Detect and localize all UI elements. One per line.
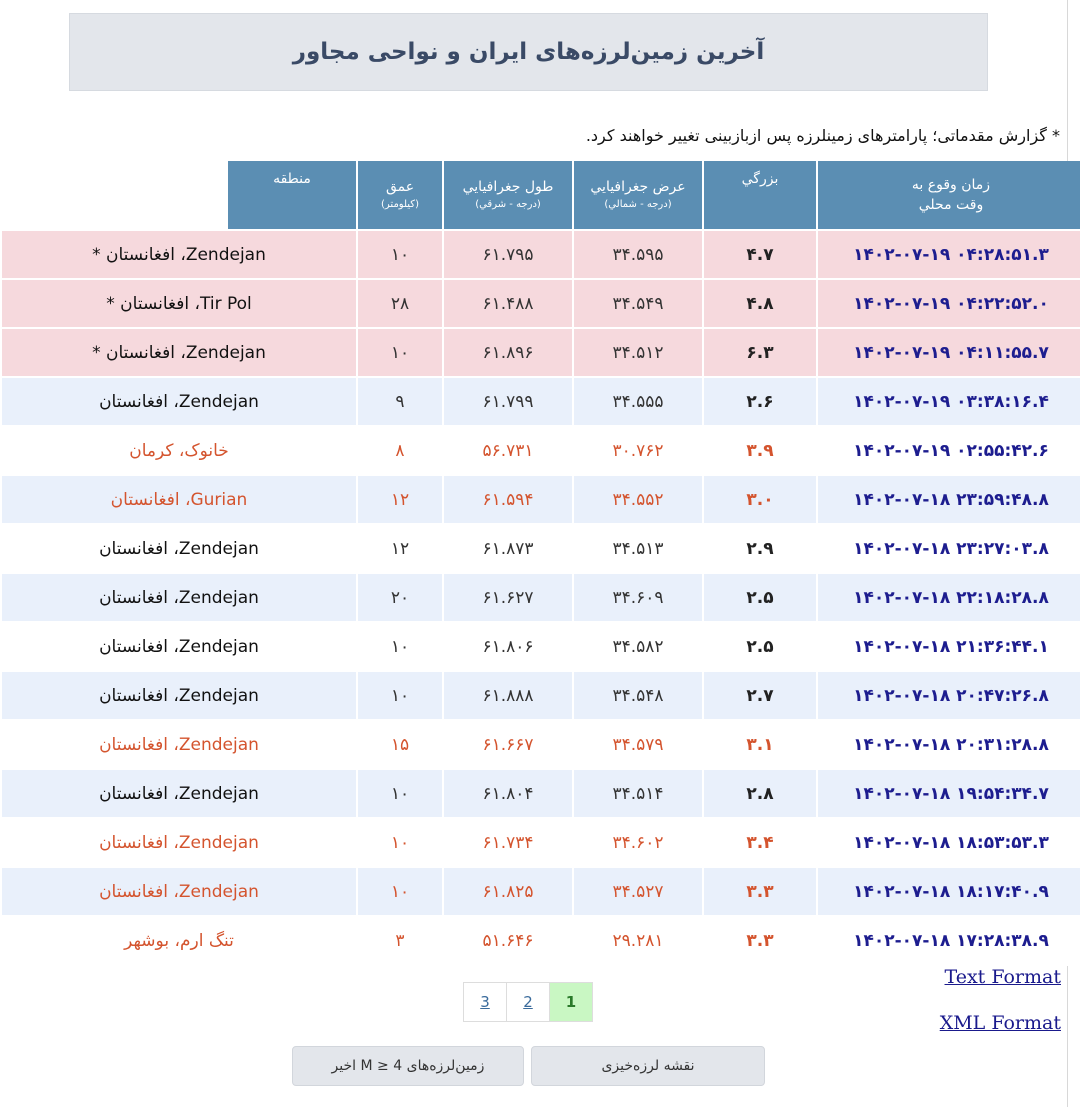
cell-time: ۱۴۰۲-۰۷-۱۹ ۰۲:۵۵:۴۲.۶ xyxy=(818,427,1080,476)
cell-depth: ۱۰ xyxy=(358,231,442,280)
table-row[interactable] xyxy=(2,525,1080,574)
cell-magnitude: ۲.۶ xyxy=(704,378,816,427)
cell-region: Zendejan، افغانستان xyxy=(2,868,356,917)
table-row[interactable] xyxy=(2,476,1080,525)
cell-time: ۱۴۰۲-۰۷-۱۸ ۱۸:۵۳:۵۳.۳ xyxy=(818,819,1080,868)
cell-region: Zendejan، افغانستان xyxy=(2,819,356,868)
cell-depth: ۱۰ xyxy=(358,770,442,819)
text-format-link[interactable]: Text Format xyxy=(944,966,1061,988)
header-time xyxy=(818,161,1080,231)
cell-time: ۱۴۰۲-۰۷-۱۸ ۲۳:۵۹:۴۸.۸ xyxy=(818,476,1080,525)
title-banner xyxy=(69,13,988,91)
header-magnitude-label: بزرگي xyxy=(741,171,779,187)
cell-time: ۱۴۰۲-۰۷-۱۸ ۲۲:۱۸:۲۸.۸ xyxy=(818,574,1080,623)
cell-longitude: ۶۱.۵۹۴ xyxy=(444,476,572,525)
cell-region: Zendejan، افغانستان xyxy=(2,721,356,770)
cell-region: Zendejan، افغانستان * xyxy=(2,231,356,280)
cell-latitude: ۳۴.۵۵۲ xyxy=(574,476,702,525)
cell-magnitude: ۳.۳ xyxy=(704,868,816,917)
cell-depth: ۱۰ xyxy=(358,329,442,378)
cell-latitude: ۳۴.۵۴۹ xyxy=(574,280,702,329)
cell-time: ۱۴۰۲-۰۷-۱۸ ۲۰:۴۷:۲۶.۸ xyxy=(818,672,1080,721)
cell-latitude: ۳۴.۵۴۸ xyxy=(574,672,702,721)
cell-depth: ۱۰ xyxy=(358,819,442,868)
xml-format-link[interactable]: XML Format xyxy=(939,1012,1061,1034)
table-row[interactable] xyxy=(2,868,1080,917)
cell-latitude: ۳۴.۶۰۲ xyxy=(574,819,702,868)
table-row[interactable] xyxy=(2,231,1080,280)
cell-magnitude: ۳.۳ xyxy=(704,917,816,966)
cell-longitude: ۶۱.۸۰۶ xyxy=(444,623,572,672)
table-row[interactable] xyxy=(2,280,1080,329)
cell-magnitude: ۳.۱ xyxy=(704,721,816,770)
cell-depth: ۲۰ xyxy=(358,574,442,623)
cell-longitude: ۶۱.۴۸۸ xyxy=(444,280,572,329)
cell-latitude: ۳۰.۷۶۲ xyxy=(574,427,702,476)
cell-magnitude: ۴.۸ xyxy=(704,280,816,329)
cell-region: Gurian، افغانستان xyxy=(2,476,356,525)
cell-region: Zendejan، افغانستان xyxy=(2,623,356,672)
cell-latitude: ۲۹.۲۸۱ xyxy=(574,917,702,966)
cell-longitude: ۵۶.۷۳۱ xyxy=(444,427,572,476)
cell-region: Zendejan، افغانستان xyxy=(2,770,356,819)
cell-region: تنگ ارم، بوشهر xyxy=(2,917,356,966)
header-depth xyxy=(358,161,442,231)
table-row[interactable] xyxy=(2,721,1080,770)
cell-latitude: ۳۴.۵۱۳ xyxy=(574,525,702,574)
cell-longitude: ۶۱.۸۲۵ xyxy=(444,868,572,917)
table-row[interactable] xyxy=(2,770,1080,819)
table-row[interactable] xyxy=(2,574,1080,623)
cell-latitude: ۳۴.۵۲۷ xyxy=(574,868,702,917)
cell-longitude: ۶۱.۷۳۴ xyxy=(444,819,572,868)
cell-time: ۱۴۰۲-۰۷-۱۹ ۰۴:۲۸:۵۱.۳ xyxy=(818,231,1080,280)
cell-depth: ۲۸ xyxy=(358,280,442,329)
header-region-label: منطقه xyxy=(273,171,311,187)
header-latitude-unit: (درجه - شمالي) xyxy=(604,199,672,210)
header-latitude-label: عرض جغرافيايي xyxy=(590,179,686,195)
cell-magnitude: ۶.۳ xyxy=(704,329,816,378)
table-row[interactable] xyxy=(2,917,1080,966)
table-row[interactable] xyxy=(2,378,1080,427)
cell-latitude: ۳۴.۵۵۵ xyxy=(574,378,702,427)
cell-depth: ۱۵ xyxy=(358,721,442,770)
cell-magnitude: ۳.۴ xyxy=(704,819,816,868)
cell-depth: ۱۰ xyxy=(358,672,442,721)
cell-depth: ۱۰ xyxy=(358,623,442,672)
table-row[interactable] xyxy=(2,623,1080,672)
cell-magnitude: ۲.۷ xyxy=(704,672,816,721)
header-region xyxy=(228,161,356,231)
header-longitude-unit: (درجه - شرقي) xyxy=(475,199,541,210)
header-longitude-label: طول جغرافيايي xyxy=(462,179,554,195)
page-2-link[interactable]: 2 xyxy=(506,983,549,1021)
cell-longitude: ۶۱.۷۹۹ xyxy=(444,378,572,427)
pagination xyxy=(463,982,593,1022)
cell-magnitude: ۳.۹ xyxy=(704,427,816,476)
cell-time: ۱۴۰۲-۰۷-۱۸ ۲۰:۳۱:۲۸.۸ xyxy=(818,721,1080,770)
table-row[interactable] xyxy=(2,427,1080,476)
cell-latitude: ۳۴.۵۱۲ xyxy=(574,329,702,378)
cell-time: ۱۴۰۲-۰۷-۱۸ ۲۳:۲۷:۰۳.۸ xyxy=(818,525,1080,574)
cell-latitude: ۳۴.۵۹۵ xyxy=(574,231,702,280)
cell-time: ۱۴۰۲-۰۷-۱۹ ۰۴:۱۱:۵۵.۷ xyxy=(818,329,1080,378)
header-depth-label: عمق xyxy=(385,179,415,195)
cell-longitude: ۶۱.۷۹۵ xyxy=(444,231,572,280)
cell-depth: ۱۲ xyxy=(358,476,442,525)
cell-longitude: ۶۱.۸۰۴ xyxy=(444,770,572,819)
cell-longitude: ۶۱.۸۷۳ xyxy=(444,525,572,574)
recent-m4-quakes-button[interactable]: زمین‌لرزه‌های 4 ≤ M اخیر xyxy=(292,1046,524,1086)
cell-region: Zendejan، افغانستان xyxy=(2,378,356,427)
header-spacer xyxy=(2,161,226,231)
cell-region: Zendejan، افغانستان xyxy=(2,525,356,574)
page-title: آخرین زمین‌لرزه‌های ایران و نواحی مجاور xyxy=(292,39,765,65)
header-longitude xyxy=(444,161,572,231)
preliminary-note: * گزارش مقدماتی؛ پارامترهای زمینلرزه پس ازبازبینی تغییر خواهند کرد. xyxy=(585,126,1060,145)
cell-region: Tir Pol، افغانستان * xyxy=(2,280,356,329)
cell-magnitude: ۲.۹ xyxy=(704,525,816,574)
cell-magnitude: ۳.۰ xyxy=(704,476,816,525)
cell-latitude: ۳۴.۶۰۹ xyxy=(574,574,702,623)
cell-time: ۱۴۰۲-۰۷-۱۸ ۱۹:۵۴:۳۴.۷ xyxy=(818,770,1080,819)
cell-depth: ۱۰ xyxy=(358,868,442,917)
cell-time: ۱۴۰۲-۰۷-۱۹ ۰۴:۲۲:۵۲.۰ xyxy=(818,280,1080,329)
header-latitude xyxy=(574,161,702,231)
cell-depth: ۸ xyxy=(358,427,442,476)
page-3-link[interactable]: 3 xyxy=(480,993,490,1011)
header-magnitude xyxy=(704,161,816,231)
cell-latitude: ۳۴.۵۷۹ xyxy=(574,721,702,770)
cell-magnitude: ۴.۷ xyxy=(704,231,816,280)
cell-region: Zendejan، افغانستان xyxy=(2,574,356,623)
seismic-map-button[interactable]: نقشه لرزه‌خیزی xyxy=(531,1046,765,1086)
cell-magnitude: ۲.۸ xyxy=(704,770,816,819)
cell-longitude: ۶۱.۸۹۶ xyxy=(444,329,572,378)
cell-depth: ۱۲ xyxy=(358,525,442,574)
table-row[interactable] xyxy=(2,819,1080,868)
table-row[interactable] xyxy=(2,329,1080,378)
table-header-row xyxy=(2,161,1080,231)
cell-region: خانوک، كرمان xyxy=(2,427,356,476)
cell-magnitude: ۲.۵ xyxy=(704,574,816,623)
cell-region: Zendejan، افغانستان * xyxy=(2,329,356,378)
cell-longitude: ۶۱.۸۸۸ xyxy=(444,672,572,721)
cell-latitude: ۳۴.۵۱۴ xyxy=(574,770,702,819)
cell-time: ۱۴۰۲-۰۷-۱۸ ۲۱:۳۶:۴۴.۱ xyxy=(818,623,1080,672)
header-time-line1: زمان وقوع به xyxy=(911,177,991,193)
cell-longitude: ۶۱.۶۶۷ xyxy=(444,721,572,770)
cell-longitude: ۵۱.۶۴۶ xyxy=(444,917,572,966)
header-time-line2: وقت محلي xyxy=(918,197,984,213)
cell-longitude: ۶۱.۶۲۷ xyxy=(444,574,572,623)
cell-depth: ۳ xyxy=(358,917,442,966)
cell-depth: ۹ xyxy=(358,378,442,427)
cell-time: ۱۴۰۲-۰۷-۱۸ ۱۸:۱۷:۴۰.۹ xyxy=(818,868,1080,917)
cell-magnitude: ۲.۵ xyxy=(704,623,816,672)
cell-latitude: ۳۴.۵۸۲ xyxy=(574,623,702,672)
table-row[interactable] xyxy=(2,672,1080,721)
cell-region: Zendejan، افغانستان xyxy=(2,672,356,721)
cell-time: ۱۴۰۲-۰۷-۱۸ ۱۷:۲۸:۳۸.۹ xyxy=(818,917,1080,966)
page-1-current[interactable]: 1 xyxy=(549,983,592,1021)
cell-time: ۱۴۰۲-۰۷-۱۹ ۰۳:۳۸:۱۶.۴ xyxy=(818,378,1080,427)
earthquake-table xyxy=(0,161,1080,966)
header-depth-unit: (كيلومتر) xyxy=(381,199,419,210)
